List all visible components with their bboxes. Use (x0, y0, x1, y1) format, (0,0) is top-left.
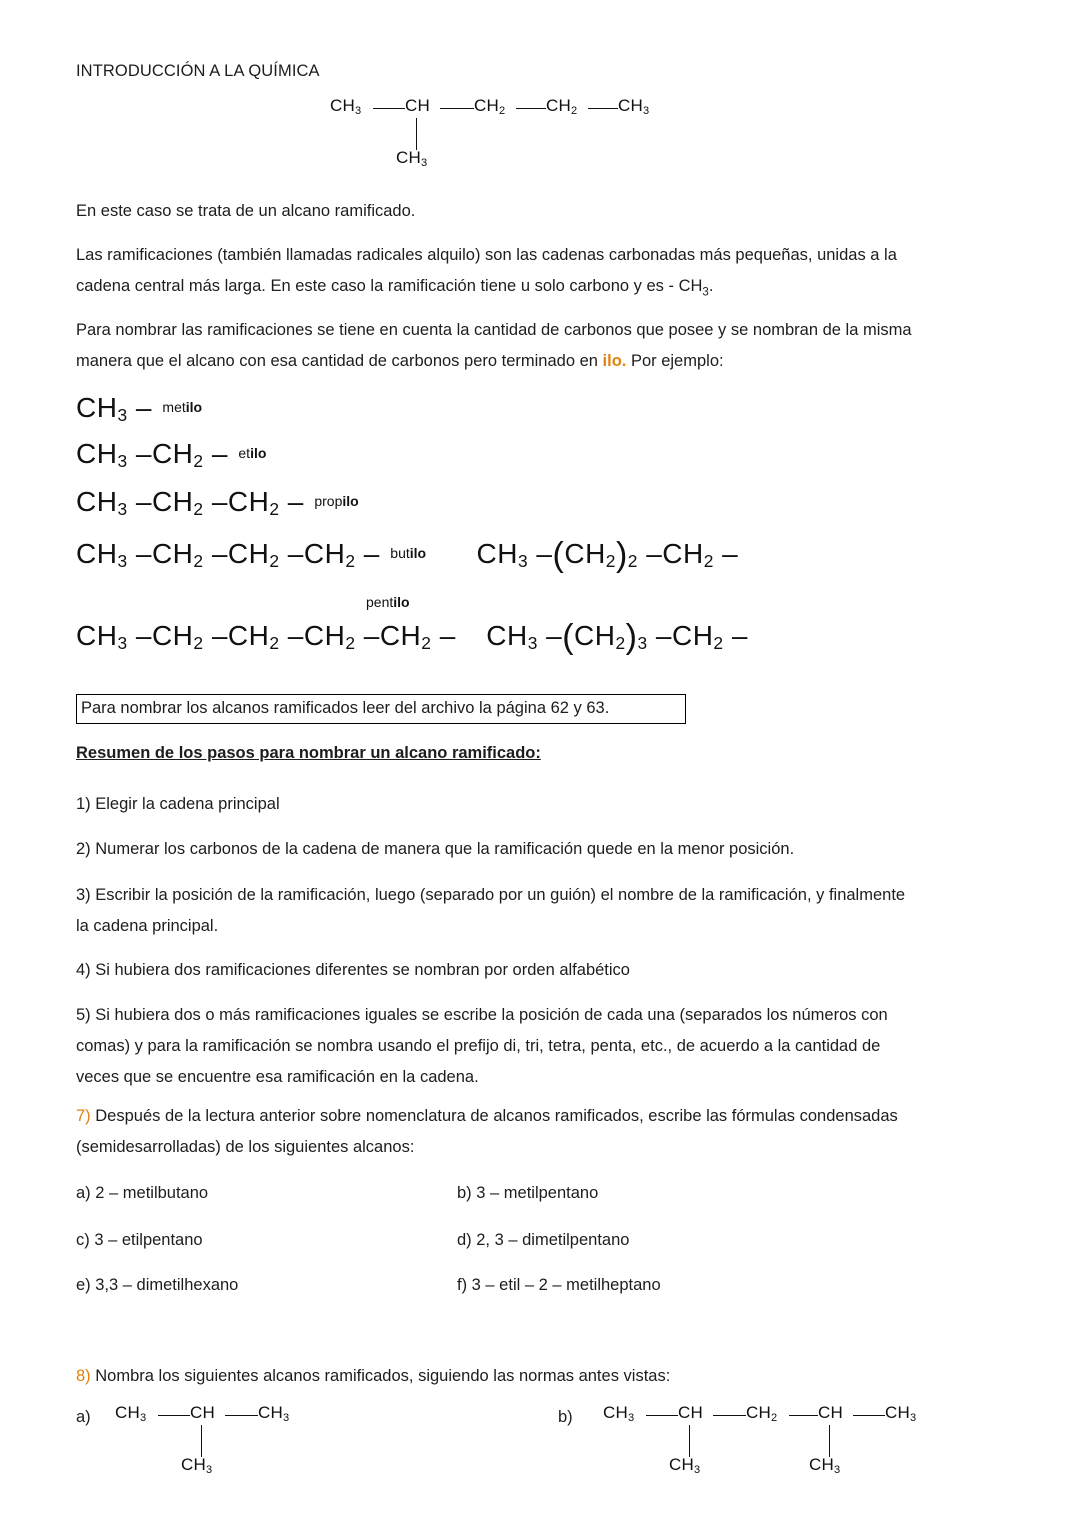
bond-a-branch (201, 1425, 202, 1457)
formula-metilo: $CH_3$ – (76, 392, 152, 425)
exercise-8-intro (76, 1361, 1006, 1392)
exercise-7-intro (76, 1101, 1006, 1163)
accent-term-ilo: ilo. (602, 352, 627, 370)
paragraph-1-text: En este caso se trata de un alcano ramificado. (76, 202, 416, 220)
paragraph-3 (76, 315, 1006, 377)
bond-b-branch-2 (829, 1425, 830, 1457)
atom-b-branch-ch3-1: $CH_3$ (669, 1455, 701, 1476)
atom-a-branch-ch3: $CH_3$ (181, 1455, 213, 1476)
exercise-7-item-a: a) 2 – metilbutano (76, 1184, 209, 1202)
exercise-7-row-3 (76, 1271, 1006, 1299)
exercise-8-structure-b (603, 1403, 917, 1483)
atom-a-ch3-3: $CH_3$ (258, 1403, 290, 1424)
atom-b-ch3-1: $CH_3$ (603, 1403, 635, 1424)
page-title: INTRODUCCIÓN A LA QUÍMICA (76, 62, 320, 80)
formula-pentilo: $CH_3$ $-CH_2$ $-CH_2$ $-CH_2$ $-CH_2$ – (76, 620, 456, 653)
step-5-line-1: 5) Si hubiera dos o más ramificaciones iguales se escribe la posición de cada una (separados los números con (76, 1006, 888, 1024)
bond-branch-1 (416, 118, 417, 150)
exercise-7-line-1 (76, 1101, 1006, 1132)
bond-b-2 (713, 1415, 746, 1416)
step-5 (76, 1000, 1006, 1093)
boxed-note: Para nombrar los alcanos ramificados leer del archivo la página 62 y 63. (76, 694, 686, 724)
exercise-7-text-1: Después de la lectura anterior sobre nomenclatura de alcanos ramificados, escribe las fórmulas condensadas (90, 1107, 898, 1125)
formula-label-metilo: metilo (162, 399, 203, 415)
bond-4 (588, 108, 618, 109)
exercise-7-item-d: d) 2, 3 – dimetilpentano (457, 1231, 630, 1249)
paragraph-2-line-2-tail: . (708, 277, 714, 295)
exercise-7-item-c: c) 3 – etilpentano (76, 1231, 203, 1249)
formula-label-etilo: etilo (238, 445, 267, 461)
atom-a-ch3-1: $CH_3$ (115, 1403, 147, 1424)
step-2: 2) Numerar los carbonos de la cadena de manera que la ramificación quede en la menor posición. (76, 840, 795, 858)
bond-3 (516, 108, 546, 109)
formula-butilo-compact: $CH_3$ $-(CH_2)_2$ $-CH_2$ – (476, 536, 739, 574)
atom-b-ch-4: CH (818, 1403, 843, 1422)
bond-a-2 (225, 1415, 258, 1416)
exercise-7-item-b: b) 3 – metilpentano (457, 1184, 599, 1202)
bond-2 (440, 108, 474, 109)
formula-row-pentilo (76, 594, 776, 678)
step-3 (76, 880, 1006, 942)
paragraph-3-line-2 (76, 346, 1006, 377)
atom-b-ch2-3: $CH_2$ (746, 1403, 778, 1424)
atom-ch3-1: $CH_3$ (330, 96, 362, 117)
bond-1 (373, 108, 405, 109)
bond-a-1 (158, 1415, 190, 1416)
step-5-line-2: comas) y para la ramificación se nombra usando el prefijo di, tri, tetra, penta, etc., de acuerdo a la cantidad de (76, 1037, 881, 1055)
formula-row-etilo (76, 438, 776, 486)
atom-ch2-3: $CH_2$ (474, 96, 506, 117)
paragraph-2-line-2-text: cadena central más larga. En este caso la ramificación tiene u solo carbono y es - CH (76, 277, 703, 295)
formula-label-pentilo: pentilo (366, 594, 410, 610)
exercise-8-number: 8) (76, 1367, 91, 1385)
radical-formula-list (76, 392, 776, 678)
atom-b-ch3-5: $CH_3$ (885, 1403, 917, 1424)
exercise-8-item-b-label: b) (558, 1408, 573, 1426)
bond-b-4 (853, 1415, 885, 1416)
formula-butilo: $CH_3$ $-CH_2$ $-CH_2$ $-CH_2$ – (76, 538, 380, 571)
paragraph-3-line-2-post: Por ejemplo: (626, 352, 724, 370)
paragraph-1 (76, 196, 1006, 227)
exercise-8-text: Nombra los siguientes alcanos ramificados, siguiendo las normas antes vistas: (90, 1367, 671, 1385)
resumen-heading: Resumen de los pasos para nombrar un alcano ramificado: (76, 744, 541, 762)
exercise-7-item-e: e) 3,3 – dimetilhexano (76, 1276, 239, 1294)
bond-b-3 (789, 1415, 818, 1416)
bond-b-1 (646, 1415, 678, 1416)
atom-ch-2: CH (405, 96, 430, 115)
step-1: 1) Elegir la cadena principal (76, 795, 280, 813)
formula-propilo: $CH_3$ $-CH_2$ $-CH_2$ – (76, 486, 304, 519)
paragraph-2-subscript: 3 (702, 286, 709, 299)
formula-label-butilo: butilo (390, 545, 427, 561)
atom-a-ch-2: CH (190, 1403, 215, 1422)
exercise-7-line-2: (semidesarrolladas) de los siguientes alcanos: (76, 1138, 415, 1156)
atom-b-ch-2: CH (678, 1403, 703, 1422)
atom-branch-ch3: $CH_3$ (396, 148, 428, 169)
formula-etilo: $CH_3$ $-CH_2$ – (76, 438, 228, 471)
formula-row-metilo (76, 392, 776, 438)
step-3-line-2: la cadena principal. (76, 917, 219, 935)
step-4: 4) Si hubiera dos ramificaciones diferentes se nombran por orden alfabético (76, 961, 630, 979)
exercise-7-item-f: f) 3 – etil – 2 – metilheptano (457, 1276, 661, 1294)
paragraph-3-line-2-pre: manera que el alcano con esa cantidad de carbonos pero terminado en (76, 352, 603, 370)
step-5-line-3: veces que se encuentre esa ramificación en la cadena. (76, 1068, 479, 1086)
top-skeletal-structure (330, 96, 650, 176)
exercise-7-row-1 (76, 1179, 1006, 1207)
step-3-line-1: 3) Escribir la posición de la ramificación, luego (separado por un guión) el nombre de la ramificación, y finalmente (76, 886, 906, 904)
paragraph-3-line-1: Para nombrar las ramificaciones se tiene en cuenta la cantidad de carbonos que posee y se nombran de la misma (76, 321, 912, 339)
formula-row-butilo (76, 536, 776, 592)
paragraph-2-line-2 (76, 271, 1006, 308)
atom-b-branch-ch3-2: $CH_3$ (809, 1455, 841, 1476)
formula-pentilo-compact: $CH_3$ $-(CH_2)_3$ $-CH_2$ – (486, 618, 748, 656)
exercise-7-number: 7) (76, 1107, 91, 1125)
formula-label-propilo: propilo (314, 493, 359, 509)
paragraph-2 (76, 240, 1006, 308)
exercise-7-row-2 (76, 1226, 1006, 1254)
exercise-8-item-a-label: a) (76, 1408, 91, 1426)
exercise-8-structure-a (115, 1403, 305, 1483)
atom-ch3-5: $CH_3$ (618, 96, 650, 117)
paragraph-2-line-1: Las ramificaciones (también llamadas radicales alquilo) son las cadenas carbonadas más pequeñas, unidas a la (76, 246, 897, 264)
bond-b-branch-1 (689, 1425, 690, 1457)
formula-row-propilo (76, 486, 776, 536)
atom-ch2-4: $CH_2$ (546, 96, 578, 117)
